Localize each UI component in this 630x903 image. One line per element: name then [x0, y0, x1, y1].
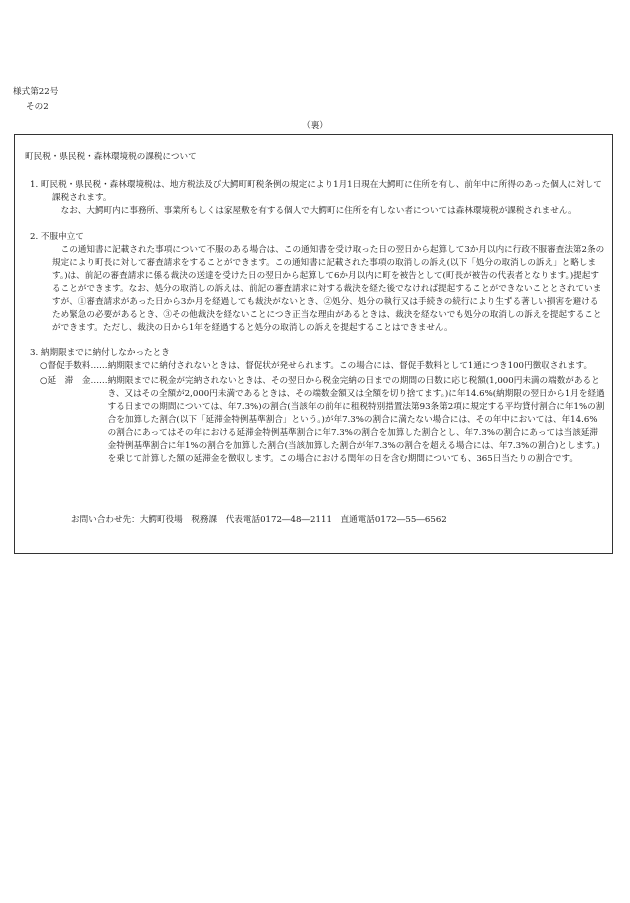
section-2-heading: 2. 不服申立て [30, 232, 84, 242]
contact-info: お問い合わせ先：大鰐町役場 税務課 代表電話0172―48―2111 直通電話0172―55―6562 [71, 515, 447, 525]
late-fee-label: ○延 滞 金…… [40, 376, 108, 386]
section-1-note: なお、大鰐町内に事務所、事業所もしくは家屋敷を有する個人で大鰐町に住所を有しない者については森林環境税が課税されません。 [60, 206, 577, 216]
dunning-fee-item [30, 360, 605, 373]
section-3 [30, 347, 605, 466]
section-1 [30, 179, 605, 218]
section-2-text: この通知書に記載された事項について不服のある場合は、この通知書を受け取った日の翌日から起算して3か月以内に行政不服審査法第2条の規定により町長に対して審査請求をすることができます。この通知書に記載された事項の取消しの訴え(以下「処分の取消しの訴え」と略します。)は、前記の審査請求に係る裁決の送達を受けた日の翌日から起算して6か月以内に町を被告として(町長が被告の代表者となります。)提起することができます。なお、処分の取消しの訴えは、前記の審査請求に対する裁決を経た後でなければ提起することができないこととされていますが、①審査請求があった日から3か月を経過しても裁決がないとき、②処分、処分の執行又は手続きの続行により生ずる著しい損害を避けるため緊急の必要があるとき、③その他裁決を経ないことにつき正当な理由があるときは、裁決を経ないでも処分の取消しの訴えを提起することができます。ただし、裁決の日から1年を経過すると処分の取消しの訴えを提起することはできません。 [52, 245, 605, 333]
dunning-fee-label: ○督促手数料…… [40, 361, 108, 371]
box-title: 町民税・県民税・森林環境税の課税について [25, 152, 197, 162]
dunning-fee-text: 納期限までに納付されないときは、督促状が発せられます。この場合には、督促手数料として1通につき100円徴収されます。 [107, 361, 593, 371]
section-3-heading: 3. 納期限までに納付しなかったとき [30, 348, 170, 358]
form-subnumber: その2 [26, 102, 49, 112]
form-number: 様式第22号 [13, 87, 59, 97]
tax-notice-box [14, 134, 613, 554]
page-side-label: （裏） [302, 121, 328, 131]
section-1-text: 1. 町民税・県民税・森林環境税は、地方税法及び大鰐町町税条例の規定により1月1日現在大鰐町に住所を有し、前年中に所得のあった個人に対して課税されます。 [30, 180, 602, 203]
section-2 [30, 231, 605, 335]
late-fee-item [30, 375, 605, 466]
late-fee-text: 納期限までに税金が完納されないときは、その翌日から税金完納の日までの期間の日数に応じ税額(1,000円未満の端数があるとき、又はその全額が2,000円未満であるときは、その端数金額又は全額を切り捨てます。)に年14.6%(納期限の翌日から1月を経過する日までの期間については、年7.3%)の割合(当該年の前年に租税特別措置法第93条第2項に規定する平均貸付割合に年1%の割合を加算した割合(以下「延滞金特例基準割合」という。)が年7.3%の割合に満たない場合には、その年中においては、年14.6%の割合にあってはその年における延滞金特例基準割合に年7.3%の割合を加算した割合とし、年7.3%の割合にあっては当該延滞金特例基準割合に年1%の割合を加算した割合(当該加算した割合が年7.3%の割合を超える場合には、年7.3%の割合)とします。)を乗じて計算した額の延滞金を徴収します。この場合における閏年の日を含む期間についても、365日当たりの割合です。 [107, 376, 605, 464]
